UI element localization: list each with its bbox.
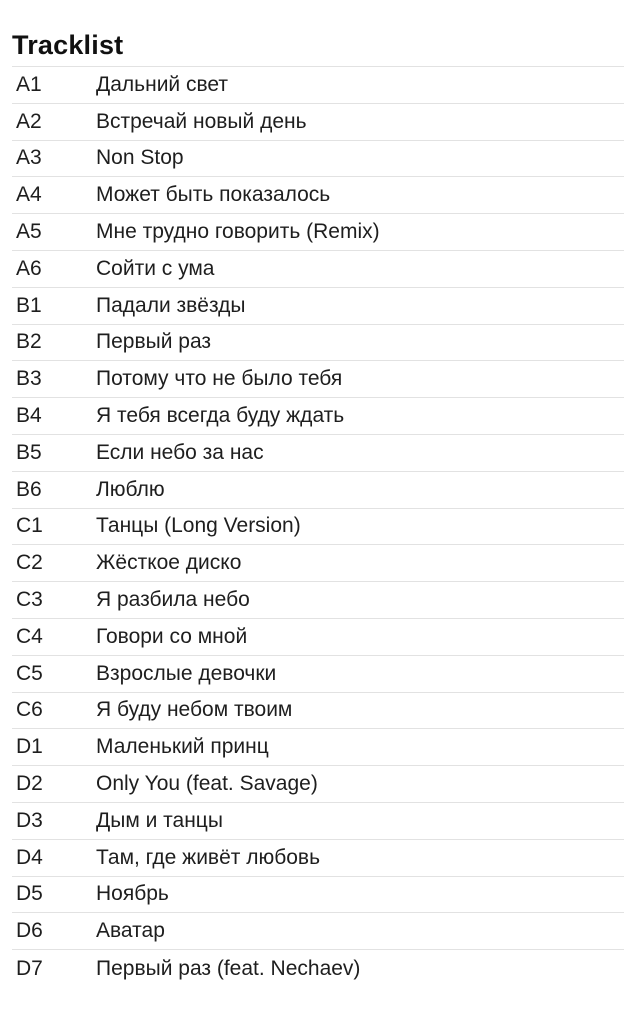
track-position: D4: [16, 845, 43, 869]
page-title: Tracklist: [12, 30, 124, 61]
track-position: B2: [16, 330, 42, 354]
track-title: Потому что не было тебя: [96, 367, 343, 391]
track-position: B3: [16, 367, 42, 391]
track-row[interactable]: [12, 582, 624, 619]
track-position: B6: [16, 477, 42, 501]
track-position: A5: [16, 220, 42, 244]
track-position: D7: [16, 956, 43, 980]
track-row[interactable]: [12, 67, 624, 104]
track-title: Аватар: [96, 919, 165, 943]
track-title: Жёсткое диско: [96, 551, 242, 575]
track-title: Первый раз (feat. Nechaev): [96, 956, 361, 980]
track-row[interactable]: [12, 104, 624, 141]
track-title: Встречай новый день: [96, 109, 307, 133]
track-title: Люблю: [96, 477, 165, 501]
track-title: Взрослые девочки: [96, 661, 277, 685]
track-title: Танцы (Long Version): [96, 514, 301, 538]
track-title: Говори со мной: [96, 624, 248, 648]
track-title: Я тебя всегда буду ждать: [96, 404, 345, 428]
track-position: A4: [16, 183, 42, 207]
track-position: D5: [16, 882, 43, 906]
track-row[interactable]: [12, 877, 624, 914]
track-title: Я разбила небо: [96, 588, 250, 612]
track-row[interactable]: [12, 472, 624, 509]
track-position: B1: [16, 293, 42, 317]
track-row[interactable]: [12, 398, 624, 435]
track-row[interactable]: [12, 803, 624, 840]
track-position: C6: [16, 698, 43, 722]
track-position: D3: [16, 808, 43, 832]
track-row[interactable]: [12, 545, 624, 582]
track-position: B4: [16, 404, 42, 428]
track-row[interactable]: [12, 693, 624, 730]
track-title: Ноябрь: [96, 882, 169, 906]
track-position: C4: [16, 624, 43, 648]
track-row[interactable]: [12, 656, 624, 693]
track-row[interactable]: [12, 913, 624, 950]
track-row[interactable]: [12, 766, 624, 803]
track-row[interactable]: [12, 214, 624, 251]
track-row[interactable]: [12, 950, 624, 987]
track-position: C2: [16, 551, 43, 575]
track-row[interactable]: [12, 141, 624, 178]
track-row[interactable]: [12, 840, 624, 877]
track-title: Сойти с ума: [96, 256, 215, 280]
track-title: Мне трудно говорить (Remix): [96, 220, 380, 244]
track-title: Если небо за нас: [96, 440, 264, 464]
track-position: A2: [16, 109, 42, 133]
tracklist-table: [12, 66, 624, 987]
track-row[interactable]: [12, 288, 624, 325]
track-position: D6: [16, 919, 43, 943]
track-title: Может быть показалось: [96, 183, 331, 207]
track-row[interactable]: [12, 251, 624, 288]
track-position: A6: [16, 256, 42, 280]
track-position: C3: [16, 588, 43, 612]
track-title: Only You (feat. Savage): [96, 772, 318, 796]
track-position: D1: [16, 735, 43, 759]
track-row[interactable]: [12, 435, 624, 472]
track-position: C1: [16, 514, 43, 538]
track-title: Там, где живёт любовь: [96, 845, 321, 869]
track-title: Дальний свет: [96, 72, 229, 96]
track-row[interactable]: [12, 177, 624, 214]
track-title: Non Stop: [96, 146, 184, 170]
track-position: A3: [16, 146, 42, 170]
track-title: Дым и танцы: [96, 808, 223, 832]
track-row[interactable]: [12, 361, 624, 398]
track-position: B5: [16, 440, 42, 464]
track-title: Падали звёзды: [96, 293, 246, 317]
track-row[interactable]: [12, 325, 624, 362]
track-title: Маленький принц: [96, 735, 269, 759]
track-position: D2: [16, 772, 43, 796]
track-row[interactable]: [12, 619, 624, 656]
track-position: A1: [16, 72, 42, 96]
track-title: Я буду небом твоим: [96, 698, 293, 722]
track-row[interactable]: [12, 729, 624, 766]
track-position: C5: [16, 661, 43, 685]
track-title: Первый раз: [96, 330, 212, 354]
track-row[interactable]: [12, 509, 624, 546]
